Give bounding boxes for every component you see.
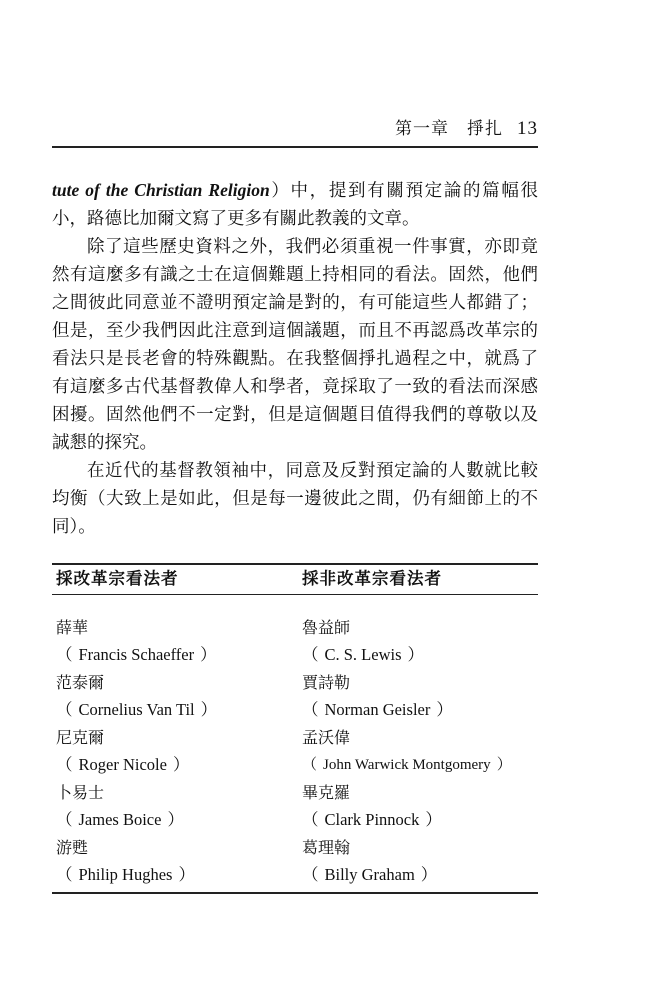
chinese-name: 尼克爾 — [56, 728, 105, 747]
chinese-name: 范泰爾 — [56, 673, 105, 692]
chinese-name: 游甦 — [56, 838, 89, 857]
list-item — [302, 724, 542, 779]
chapter-title: 第一章 掙扎 — [395, 119, 503, 139]
paragraph-1 — [52, 176, 538, 233]
english-name: （ Clark Pinnock ） — [302, 810, 442, 829]
paragraph-1-text: ）中，提到有關預定論的篇幅很小，路德比加爾文寫了更多有關此教義的文章。 — [52, 181, 538, 229]
table-bottom-rule — [52, 892, 538, 894]
non-reformed-column-header: 採非改革宗看法者 — [302, 569, 442, 588]
english-name: （ John Warwick Montgomery ） — [302, 757, 512, 773]
list-item — [302, 614, 542, 669]
chinese-name: 孟沃偉 — [302, 728, 351, 747]
list-item — [302, 779, 542, 834]
list-item — [302, 834, 542, 889]
list-item — [56, 669, 296, 724]
english-name: （ Cornelius Van Til ） — [56, 700, 218, 719]
table-top-rule — [52, 563, 538, 565]
list-item — [302, 669, 542, 724]
chinese-name: 卜易士 — [56, 783, 105, 802]
chinese-name: 葛理翰 — [302, 838, 351, 857]
list-item — [56, 614, 296, 669]
non-reformed-column — [302, 568, 542, 889]
english-name: （ James Boice ） — [56, 810, 184, 829]
english-name: （ Francis Schaeffer ） — [56, 645, 217, 664]
paragraph-3: 在近代的基督教領袖中，同意及反對預定論的人數就比較均衡（大致上是如此，但是每一邊彼此之間，仍有細節上的不同）。 — [52, 461, 538, 537]
chinese-name: 魯益師 — [302, 618, 351, 637]
english-name: （ Roger Nicole ） — [56, 755, 190, 774]
list-item — [56, 779, 296, 834]
chinese-name: 賈詩勒 — [302, 673, 351, 692]
english-name: （ C. S. Lewis ） — [302, 645, 425, 664]
paragraph-2: 除了這些歷史資料之外，我們必須重視一件事實，亦即竟然有這麼多有識之士在這個難題上持相同的看法。固然，他們之間彼此同意並不證明預定論是對的，有可能這些人都錯了；但是，至少我們因此注意到這個議題，而且不再認爲改革宗的看法只是長老會的特殊觀點。在我整個掙扎過程之中，就爲了有這麼多古代基督教偉人和學者，竟採取了一致的看法而深感困擾。固然他們不一定對，但是這個題目值得我們的尊敬以及誠懇的探究。 — [52, 237, 538, 453]
english-name: （ Billy Graham ） — [302, 865, 438, 884]
list-item — [56, 724, 296, 779]
list-item — [56, 834, 296, 889]
running-header — [395, 114, 538, 140]
book-title-latin: tute of the Christian Religion — [52, 180, 270, 200]
body-text — [52, 176, 538, 541]
english-name: （ Norman Geisler ） — [302, 700, 453, 719]
chinese-name: 畢克羅 — [302, 783, 351, 802]
chinese-name: 薛華 — [56, 618, 89, 637]
header-rule — [52, 146, 538, 148]
reformed-column-header: 採改革宗看法者 — [56, 569, 179, 588]
english-name: （ Philip Hughes ） — [56, 865, 195, 884]
reformed-column — [56, 568, 296, 889]
page-number: 13 — [517, 118, 538, 139]
